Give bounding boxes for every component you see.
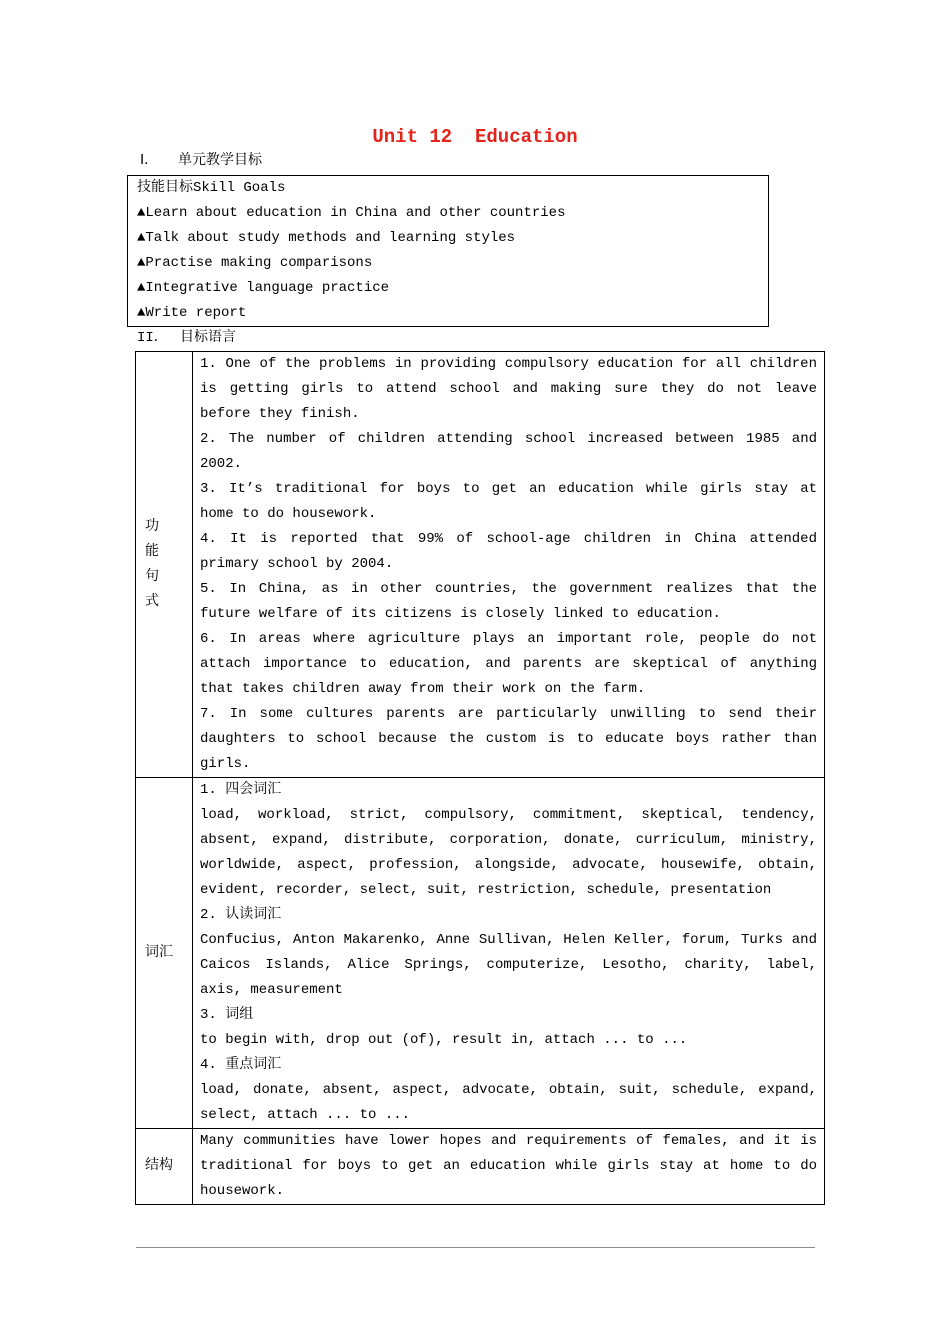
sentence-item — [200, 427, 817, 477]
functional-sentences-label: 功能句式 — [145, 518, 159, 610]
vocabulary-line: absent, expand, distribute, corporation, donate, curriculum, ministry, — [200, 832, 817, 848]
sentence-line: 2002. — [200, 456, 243, 472]
sentence-line: girls. — [200, 756, 251, 772]
sentence-line: future welfare of its citizens is closely linked to education. — [200, 606, 721, 622]
sentence-item — [200, 702, 817, 777]
sentence-line: 5. In China, as in other countries, the government realizes that the — [200, 581, 817, 597]
vocabulary-content — [193, 778, 824, 1128]
vocabulary-line: load, workload, strict, compulsory, commitment, skeptical, tendency, — [200, 807, 817, 823]
vocabulary-group — [200, 903, 817, 1003]
sentence-line: daughters to school because the custom is to educate boys rather than — [200, 731, 817, 747]
vocabulary-group — [200, 778, 817, 903]
sentence-line: 6. In areas where agriculture plays an important role, people do not — [200, 631, 817, 647]
vocabulary-line: worldwide, aspect, profession, alongside, advocate, housewife, obtain, — [200, 857, 817, 873]
section-1-heading — [0, 149, 950, 174]
section-2-title: 目标语言 — [180, 330, 236, 346]
structure-line: housework. — [200, 1183, 285, 1199]
vocabulary-line: to begin with, drop out (of), result in, attach ... to ... — [200, 1032, 688, 1048]
vocabulary-line: Caicos Islands, Alice Springs, computerize, Lesotho, charity, label, — [200, 957, 817, 973]
skill-goal-item: ▲Write report — [137, 305, 247, 321]
sentence-item — [200, 577, 817, 627]
structure-label: 结构 — [145, 1158, 173, 1174]
sentence-line: 4. It is reported that 99% of school-age children in China attended — [200, 531, 817, 547]
skill-goal-item: ▲Integrative language practice — [137, 280, 390, 296]
section-1-title: 单元教学目标 — [178, 153, 262, 169]
section-2-number: II． — [137, 330, 168, 346]
skill-goals-box — [127, 175, 769, 327]
vocabulary-label: 词汇 — [145, 944, 173, 961]
sentence-item — [200, 477, 817, 527]
structure-row — [136, 1128, 824, 1204]
vocabulary-group-title: 2. 认读词汇 — [200, 907, 282, 923]
skill-goal-item: ▲Learn about education in China and other countries — [137, 205, 566, 221]
skill-goal-item: ▲Talk about study methods and learning styles — [137, 230, 516, 246]
target-language-table — [135, 351, 825, 1205]
vocabulary-line: Confucius, Anton Makarenko, Anne Sullivan, Helen Keller, forum, Turks and — [200, 932, 817, 948]
vocabulary-group — [200, 1053, 817, 1128]
structure-line: Many communities have lower hopes and requirements of females, and it is — [200, 1133, 817, 1149]
functional-sentences-content — [193, 352, 824, 777]
vocabulary-group-title: 3. 词组 — [200, 1007, 254, 1023]
sentence-line: that takes children away from their work on the farm. — [200, 681, 646, 697]
sentence-line: before they finish. — [200, 406, 360, 422]
structure-line: traditional for boys to get an education while girls stay at home to do — [200, 1158, 817, 1174]
vocabulary-group-title: 4. 重点词汇 — [200, 1057, 282, 1073]
sentence-item — [200, 527, 817, 577]
structure-label-cell — [136, 1129, 193, 1204]
footer-divider — [136, 1247, 815, 1248]
vocabulary-group — [200, 1003, 817, 1053]
vocabulary-line: evident, recorder, select, suit, restriction, schedule, presentation — [200, 882, 772, 898]
functional-sentences-label-cell — [136, 352, 193, 777]
vocabulary-line: axis, measurement — [200, 982, 343, 998]
sentence-line: is getting girls to attend school and making sure they do not leave — [200, 381, 817, 397]
page-title: Unit 12 Education — [372, 126, 578, 148]
structure-content — [193, 1129, 824, 1204]
section-1-number: Ⅰ． — [140, 153, 159, 169]
skill-goal-item: ▲Practise making comparisons — [137, 255, 373, 271]
sentence-line: 3. It’s traditional for boys to get an education while girls stay at — [200, 481, 817, 497]
vocabulary-line: select, attach ... to ... — [200, 1107, 411, 1123]
sentence-line: 1. One of the problems in providing compulsory education for all children — [200, 356, 817, 372]
skill-goals-title: 技能目标Skill Goals — [137, 180, 286, 196]
sentence-line: 2. The number of children attending school increased between 1985 and — [200, 431, 817, 447]
vocabulary-group-title: 1. 四会词汇 — [200, 782, 282, 798]
section-2-heading — [0, 326, 950, 351]
vocabulary-label-cell — [136, 778, 193, 1128]
sentence-line: home to do housework. — [200, 506, 377, 522]
functional-sentences-row — [136, 352, 824, 777]
sentence-item — [200, 352, 817, 427]
sentence-line: attach importance to education, and parents are skeptical of anything — [200, 656, 817, 672]
vocabulary-row — [136, 777, 824, 1128]
vocabulary-line: load, donate, absent, aspect, advocate, obtain, suit, schedule, expand, — [200, 1082, 817, 1098]
sentence-line: primary school by 2004. — [200, 556, 394, 572]
sentence-item — [200, 627, 817, 702]
sentence-line: 7. In some cultures parents are particularly unwilling to send their — [200, 706, 817, 722]
